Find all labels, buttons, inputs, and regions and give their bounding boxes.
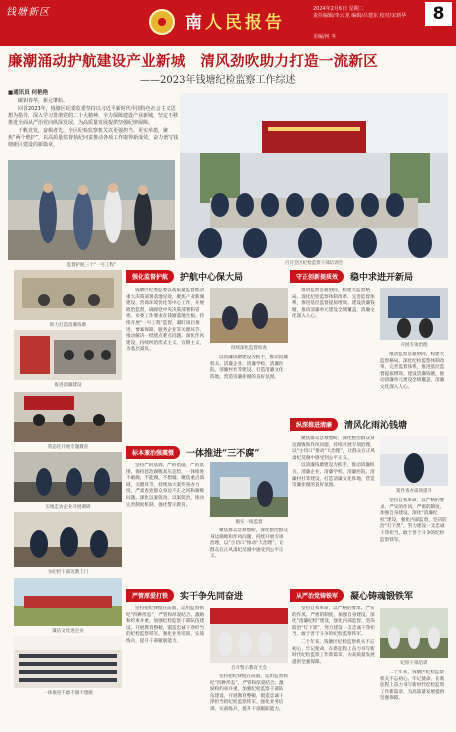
photo-caption: 助力打造清廉钱塘 xyxy=(50,323,86,328)
article-column xyxy=(126,463,206,583)
art-editor: 美编/何 冬 xyxy=(313,34,337,40)
photo-case-handling xyxy=(380,436,448,486)
photo-training xyxy=(14,512,122,567)
article-column xyxy=(126,288,206,440)
sub-headline: ——2023年钱塘纪检监察工作综述 xyxy=(140,75,296,86)
photo-clean-city xyxy=(14,270,122,320)
article-paragraph: 聚焦群众急难愁盼，深化整治群众身边腐败和作风问题，持续开展专项治理，以“小切口”推动“大治理”，让群众在正风肃纪反腐中感受到公平正义。 xyxy=(210,528,288,560)
photo-caption: 廉洁文化进企业 xyxy=(52,629,84,634)
article-paragraph: 坚持自我革命，以严格的要求、严实的作风、严密的制度，加强自身建设。深化“清廉纪检”建设，强化内部监督，坚决防治“灯下黑”，努力建设一支忠诚干净担当、敢于善于斗争的纪检监察铁军。 xyxy=(380,498,447,543)
section-tag: 纵深推进清廉 xyxy=(290,418,338,431)
article-column xyxy=(292,436,376,584)
section-header xyxy=(290,270,413,283)
article-column xyxy=(380,498,448,584)
section-header xyxy=(290,589,413,602)
article-paragraph: 以清廉钱塘建设为抓手，推动清廉机关、清廉企业、清廉学校、清廉医院、清廉村社等建设，打造清廉文化阵地，营造崇廉拒腐的良好氛围。 xyxy=(292,463,375,489)
header-meta xyxy=(313,6,423,20)
photo-large-meeting xyxy=(14,636,122,688)
article-paragraph: 坚持严的基调、严的措施、严的氛围，保持惩治腐败高压态势，一体推进不敢腐、不能腐、不想腐。聚焦重点领域、关键环节，持续加大案件查办力度，严肃查处群众身边不正之风和腐败问题。深化以案促改、以案促治，推动完善制度机制，强化警示教育。 xyxy=(126,463,205,508)
issue-date: 2024年2月6日 星期二 xyxy=(313,6,364,12)
page-number: 8 xyxy=(425,2,452,26)
article-column xyxy=(380,352,448,414)
article-column xyxy=(210,528,288,583)
article-paragraph: 坚持把纪律挺在前面，运用监督执纪“四种形态”，严管和厚爱结合、激励和约束并重。加强纪检监察干部队伍建设，开展教育整顿，锻造忠诚干净担当的纪检监察铁军。强化业务培训、实战练兵，提升干部履职能力。 xyxy=(210,674,288,712)
article-column xyxy=(292,288,376,413)
section-header xyxy=(126,446,259,459)
photo-caption: 召开全区纪检监察干部培训会 xyxy=(284,261,344,266)
article-paragraph: 二十年来，钱塘区纪检监察机关不忘初心、牢记使命，在新征程上奋力书写新时代纪检监察工作新篇章，为高质量发展提供坚强保障。 xyxy=(292,639,375,665)
photo-caption: 召开警示教育大会 xyxy=(231,666,267,671)
section-title: 稳中求进开新局 xyxy=(350,273,414,283)
article-column xyxy=(292,606,376,726)
section-title: 护航中心保大局 xyxy=(180,273,244,283)
lead-paragraph: 回首2023年，钱塘区纪委监委坚持以习近平新时代中国特色社会主义思想为指导，深入学习贯彻党的二十大精神，全力保障建设产业新城，坚定不移推进全面从严治党向纵深发展，为高质量发展提供坚强纪律保障。 xyxy=(8,106,179,126)
article-column xyxy=(210,355,288,440)
photo-caption: 案件查办质效提升 xyxy=(396,489,432,494)
section-title: 一体推进“三不腐” xyxy=(186,449,260,459)
lead-paragraph: 碳钥春华，新元肇始。 xyxy=(18,98,69,104)
photo-caption: 实地走访企业开展调研 xyxy=(45,505,91,510)
photo-caption: 一体推进不敢不腐不想腐 xyxy=(43,691,93,696)
editors-line: 责任编辑/李云龙 编辑/吕建东 校对/宋新华 xyxy=(313,13,407,19)
article-column xyxy=(126,606,206,726)
photo-supervision xyxy=(210,288,288,343)
section-tag: 守正创新提质效 xyxy=(290,270,344,283)
paper-title-right: 人民报告 xyxy=(205,13,285,33)
photo-business-visit xyxy=(14,452,122,502)
section-tag: 从严治党铸铁军 xyxy=(290,589,344,602)
article-paragraph: 以清廉钱塘建设为抓手，推动清廉机关、清廉企业、清廉学校、清廉医院、清廉村社等建设，打造清廉文化阵地，营造崇廉拒腐的良好氛围。 xyxy=(210,355,288,380)
section-tag: 强化监督护航 xyxy=(126,270,174,283)
page-header xyxy=(0,0,456,46)
article-column xyxy=(210,674,288,726)
emblem-icon xyxy=(149,9,175,35)
photo-caption: 常态化开展专题教育 xyxy=(47,445,89,450)
section-title: 实干争先同奋进 xyxy=(180,592,244,602)
paper-title xyxy=(185,8,285,33)
article-paragraph: 坚持把纪律挺在前面，运用监督执纪“四种形态”，严管和厚爱结合、激励和约束并重。加强纪检监察干部队伍建设，开展教育整顿，锻造忠诚干净担当的纪检监察铁军。强化业务培训、实战练兵，提升干部履职能力。 xyxy=(126,606,205,644)
photo-education xyxy=(14,392,122,442)
photo-clean-building xyxy=(14,330,122,380)
photo-warning-meeting xyxy=(210,608,288,663)
section-header xyxy=(290,418,407,431)
article-paragraph: 坚持自我革命，以严格的要求、严实的作风、严密的制度，加强自身建设。深化“清廉纪检”建设，强化内部监督，坚决防治“灯下黑”，努力建设一支忠诚干净担当、敢于善于斗争的纪检监察铁军。 xyxy=(292,606,375,638)
photo-caption: 为纪检干部送教上门 xyxy=(47,570,89,575)
section-tag: 严管厚爱打铁 xyxy=(126,589,174,602)
photo-frontline xyxy=(210,462,288,517)
lead-paragraphs xyxy=(8,98,180,150)
article-paragraph: 聚焦群众急难愁盼，深化整治群众身边腐败和作风问题，持续开展专项治理，以“小切口”推动“大治理”，让群众在正风肃纪反腐中感受到公平正义。 xyxy=(292,436,376,461)
photo-meeting xyxy=(180,93,448,258)
lead-paragraph: 千帆竞发，奋楫者先。全区纪检监察机关以更强担当、更实举措，聚焦“两个维护”，以高质量监督执纪问责推动各项工作取得新成效，奋力谱写钱塘新区建设的新篇章。 xyxy=(8,128,179,148)
photo-caption: 监督护航三个“一号工程” xyxy=(66,263,117,268)
main-headline: 廉潮涌动护航建设产业新城 清风劲吹助力打造一流新区 xyxy=(8,53,378,70)
photo-inspection-visit xyxy=(8,160,175,260)
paper-title-left: 南 xyxy=(185,13,205,33)
photo-caption: 开展专项治理 xyxy=(400,343,428,348)
photo-caption: 纪检干部培训 xyxy=(400,661,428,666)
photo-caption: 持续深化监督检查 xyxy=(231,346,267,351)
article-paragraph: 钱塘区纪委监委以高质量监督推动重大决策部署落地见效，聚焦产业新城建设、营商环境优化等中心工作，开展政治监督，确保党中央决策部署和省委、市委工作要求在钱塘落地生根。持续开展“一号工程”监督，紧盯项目推进、要素保障、服务企业等关键环节，推动解决一批堵点难点问题。深化作风建设，持续纠治形式主义、官僚主义，为基层减负。 xyxy=(126,288,205,353)
photo-caption: 做实一线监督 xyxy=(235,520,263,525)
article-paragraph: 二十年来，钱塘区纪检监察机关不忘初心、牢记使命，在新征程上奋力书写新时代纪检监察工作新篇章，为高质量发展提供坚强保障。 xyxy=(380,670,445,702)
byline: ■通讯员 何艳艳 xyxy=(8,90,49,96)
photo-culture xyxy=(14,578,122,626)
section-header xyxy=(126,270,243,283)
article-paragraph: 推动监督贯通协同，构建大监督格局。深化纪检监察体制改革，完善监督体系，推进基层监督提质增效。建设清廉钱塘，推动清廉单元建设全域覆盖，清廉文化深入人心。 xyxy=(380,352,445,390)
article-column xyxy=(380,670,448,726)
photo-special-rectification xyxy=(380,288,448,340)
masthead: 钱塘新区 xyxy=(6,7,50,18)
article-paragraph: 推动监督贯通协同，构建大监督格局。深化纪检监察体制改革，完善监督体系，推进基层监督提质增效。建设清廉钱塘，推动清廉单元建设全域覆盖，清廉文化深入人心。 xyxy=(292,288,375,320)
photo-caption: 推进清廉建设 xyxy=(54,383,82,388)
photo-staff-training xyxy=(380,608,448,658)
section-title: 凝心铸魂锻铁军 xyxy=(350,592,414,602)
section-header xyxy=(126,589,243,602)
section-tag: 标本兼治强震慑 xyxy=(126,446,180,459)
section-title: 清风化雨沁钱塘 xyxy=(344,421,408,431)
